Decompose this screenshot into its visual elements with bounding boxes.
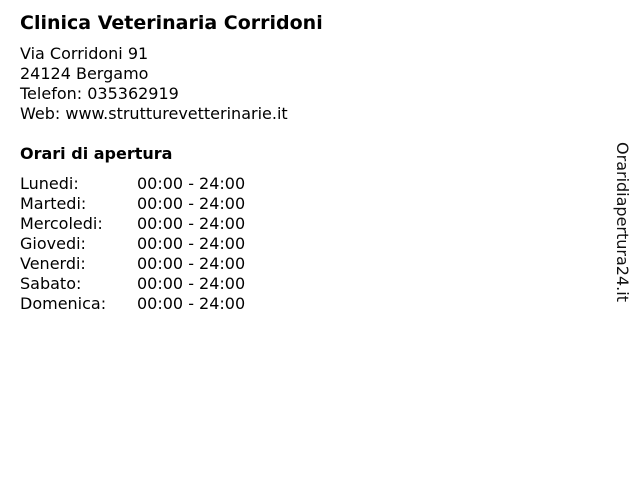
day-label: Giovedi: [20,234,86,253]
day-label: Domenica: [20,294,107,313]
time-range: 00:00 - 24:00 [137,194,246,213]
city-address: 24124 Bergamo [20,64,149,83]
clinic-name: Clinica Veterinaria Corridoni [20,12,323,34]
street-address: Via Corridoni 91 [20,44,149,63]
time-range: 00:00 - 24:00 [137,234,246,253]
time-range: 00:00 - 24:00 [137,174,246,193]
day-label: Sabato: [20,274,82,293]
site-watermark: Oraridiapertura24.it [613,142,632,302]
clinic-address [20,44,288,124]
day-label: Mercoledi: [20,214,103,233]
opening-hours-heading: Orari di apertura [20,144,173,163]
website: Web: www.strutturevetterinarie.it [20,104,288,123]
day-label: Lunedi: [20,174,79,193]
phone-number: Telefon: 035362919 [20,84,179,103]
day-label: Martedi: [20,194,87,213]
time-range: 00:00 - 24:00 [137,214,246,233]
time-range: 00:00 - 24:00 [137,254,246,273]
time-range: 00:00 - 24:00 [137,294,246,313]
day-label: Venerdi: [20,254,86,273]
time-range: 00:00 - 24:00 [137,274,246,293]
